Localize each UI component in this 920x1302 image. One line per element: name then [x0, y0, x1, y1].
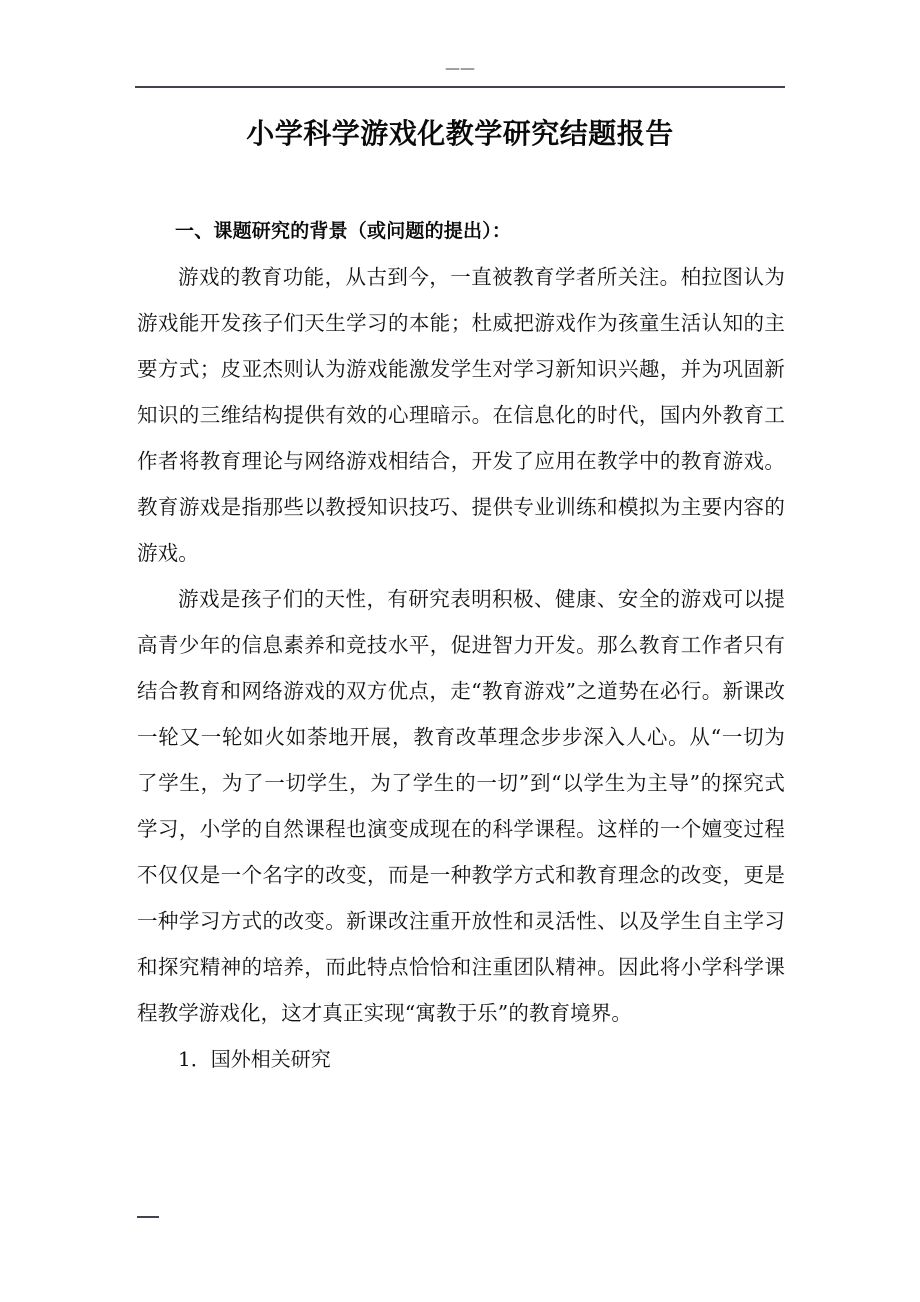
header-rule: [135, 86, 785, 88]
document-body: [137, 208, 785, 1082]
section-heading-background: 一、课题研究的背景（或问题的提出）：: [175, 220, 512, 242]
list-item: 1．国外相关研究: [178, 1047, 331, 1071]
footnote-separator: [137, 1216, 159, 1218]
body-paragraph: 游戏的教育功能，从古到今，一直被教育学者所关注。柏拉图认为游戏能开发孩子们天生学习的本能；杜威把游戏作为孩童生活认知的主要方式；皮亚杰则认为游戏能激发学生对学习新知识兴趣，并为巩固新知识的三维结构提供有效的心理暗示。在信息化的时代，国内外教育工作者将教育理论与网络游戏相结合，开发了应用在教学中的教育游戏。教育游戏是指那些以教授知识技巧、提供专业训练和模拟为主要内容的游戏。: [137, 265, 785, 565]
body-paragraph: 游戏是孩子们的天性，有研究表明积极、健康、安全的游戏可以提高青少年的信息素养和竞技水平，促进智力开发。那么教育工作者只有结合教育和网络游戏的双方优点，走“教育游戏”之道势在必行。新课改一轮又一轮如火如荼地开展，教育改革理念步步深入人心。从“一切为了学生，为了一切学生，为了学生的一切”到“以学生为主导”的探究式学习，小学的自然课程也演变成现在的科学课程。这样的一个嬗变过程不仅仅是一个名字的改变，而是一种教学方式和教育理念的改变，更是一种学习方式的改变。新课改注重开放性和灵活性、以及学生自主学习和探究精神的培养，而此特点恰恰和注重团队精神。因此将小学科学课程教学游戏化，这才真正实现“寓教于乐”的教育境界。: [137, 587, 785, 1025]
page-header: [0, 0, 920, 90]
document-title: 小学科学游戏化教学研究结题报告: [246, 117, 674, 150]
header-mark: ——: [445, 59, 475, 77]
